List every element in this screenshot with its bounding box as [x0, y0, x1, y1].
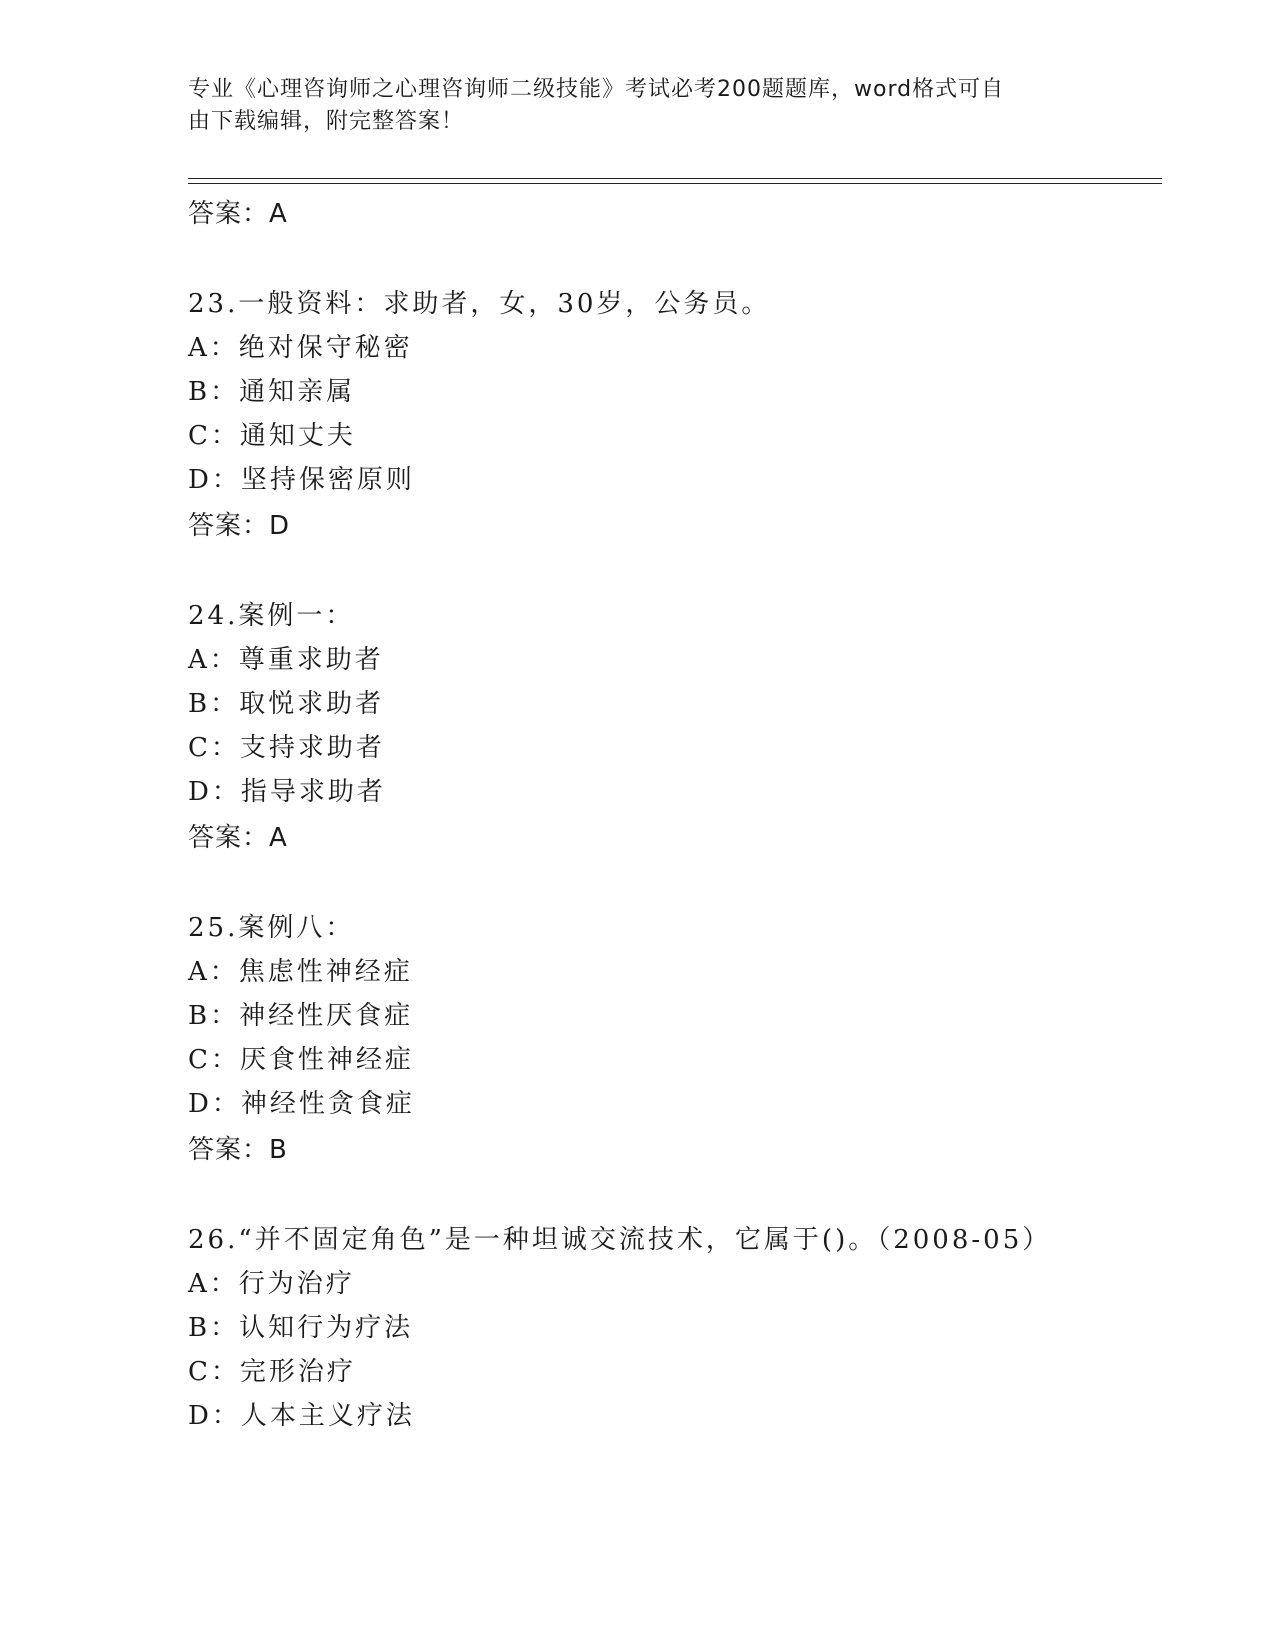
option-a: A：尊重求助者	[188, 645, 384, 675]
header-line-2: 由下载编辑，附完整答案！	[188, 109, 465, 134]
answer-text: 答案：D	[188, 511, 291, 541]
option-a: A：绝对保守秘密	[188, 333, 413, 363]
question-stem: 24.案例一：	[188, 601, 355, 631]
answer-text: 答案：A	[188, 199, 288, 229]
question-stem: 23.一般资料：求助者，女，30岁，公务员。	[188, 289, 771, 319]
option-b: B：取悦求助者	[188, 689, 385, 719]
option-d: D：指导求助者	[188, 777, 386, 807]
answer-text: 答案：B	[188, 1135, 288, 1165]
header-divider-bottom	[188, 183, 1162, 184]
option-b: B：认知行为疗法	[188, 1313, 414, 1343]
option-d: D：人本主义疗法	[188, 1401, 415, 1431]
question-stem: 25.案例八：	[188, 913, 355, 943]
option-a: A：焦虑性神经症	[188, 957, 413, 987]
header-divider-top	[188, 178, 1162, 179]
option-d: D：坚持保密原则	[188, 465, 415, 495]
option-b: B：通知亲属	[188, 377, 356, 407]
header-line-1: 专业《心理咨询师之心理咨询师二级技能》考试必考200题题库，word格式可自	[188, 77, 1005, 102]
question-stem: 26.“并不固定角色”是一种坦诚交流技术，它属于()。（2008-05）	[188, 1225, 1052, 1255]
document-header	[188, 74, 1068, 138]
option-a: A：行为治疗	[188, 1269, 355, 1299]
option-b: B：神经性厌食症	[188, 1001, 414, 1031]
answer-text: 答案：A	[188, 823, 288, 853]
option-c: C：支持求助者	[188, 733, 385, 763]
option-c: C：通知丈夫	[188, 421, 356, 451]
option-c: C：完形治疗	[188, 1357, 356, 1387]
option-c: C：厌食性神经症	[188, 1045, 414, 1075]
option-d: D：神经性贪食症	[188, 1089, 415, 1119]
